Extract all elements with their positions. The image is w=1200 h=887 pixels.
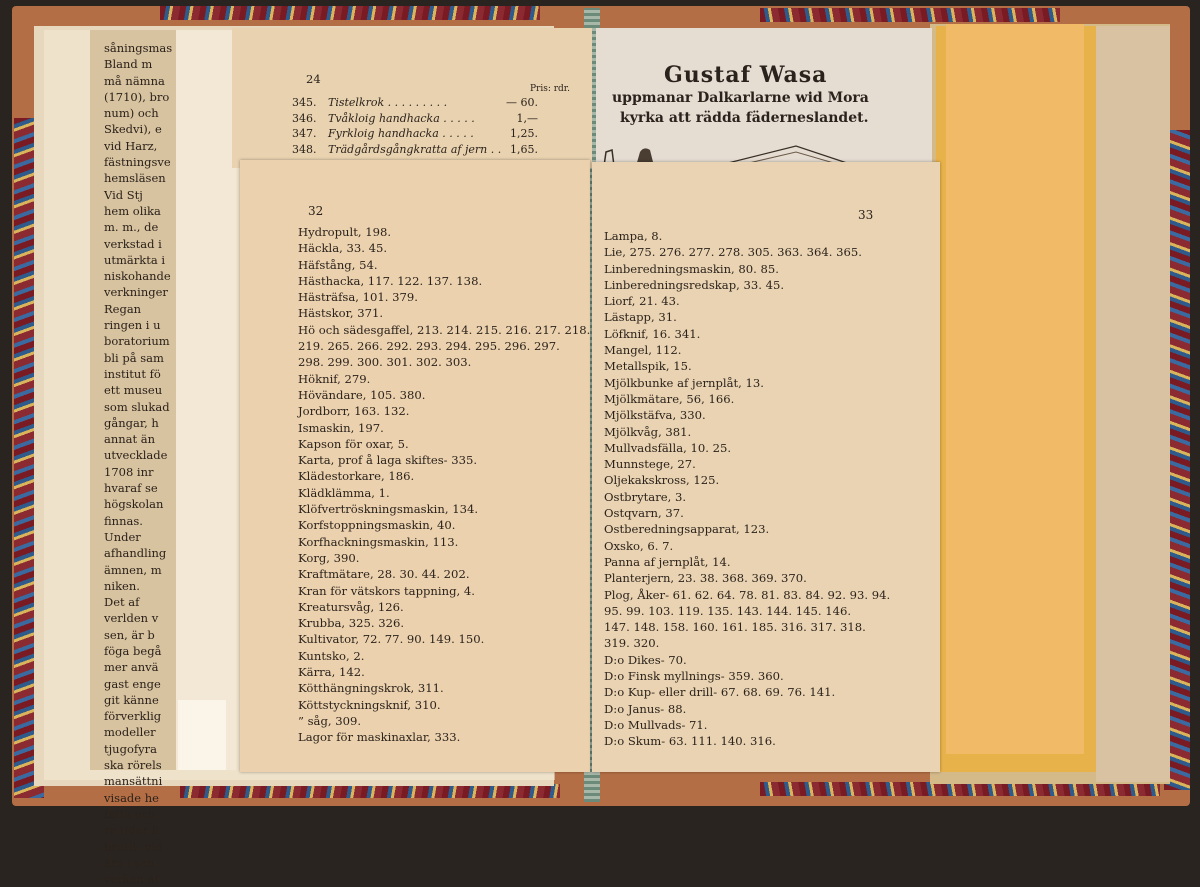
gustaf-wasa-subtitle-2: kyrka att rädda fäderneslandet. <box>620 110 869 126</box>
index-entry: 147. 148. 158. 160. 161. 185. 316. 317. 318. <box>604 620 866 635</box>
index-entry: Höknif, 279. <box>298 371 371 386</box>
price-no: 348. <box>292 142 317 156</box>
index-entry: Karta, prof å laga skiftes- 335. <box>298 453 478 468</box>
index-entry: högskolan <box>104 497 164 512</box>
index-entry: institut fö <box>104 366 161 381</box>
index-entry: gångar, h <box>104 415 159 430</box>
index-entry: Mullvadsfälla, 10. 25. <box>604 440 732 455</box>
index-entry: Köttstyckningsknif, 310. <box>298 697 441 712</box>
index-entry: utmärkta i <box>104 252 166 267</box>
index-entry: ska rörels <box>104 758 162 773</box>
index-entry: Klöfvertröskningsmaskin, 134. <box>298 502 479 517</box>
price-name: Fyrkloig handhacka . . . . . <box>328 127 474 140</box>
price-no: 345. <box>292 96 317 109</box>
price-row <box>292 112 582 128</box>
index-entry: Kapson för oxar, 5. <box>298 436 409 451</box>
index-entry: förverklig <box>104 709 162 724</box>
index-entry: ” såg, 309. <box>298 713 362 728</box>
index-entry: brutit; vid <box>104 839 163 854</box>
index-entry: Korg, 390. <box>298 550 360 565</box>
index-entry: git känne <box>104 692 159 707</box>
marbled-edge-bottom-right <box>760 782 1160 796</box>
index-entry: 95. 99. 103. 119. 135. 143. 144. 145. 146. <box>604 603 852 618</box>
index-entry: D:o Dikes- 70. <box>604 652 687 667</box>
index-entry: niskohande <box>104 269 171 284</box>
index-entry: tjugofyra <box>104 741 157 756</box>
index-entry: Linberedningsmaskin, 80. 85. <box>604 261 779 276</box>
index-entry: fästningsve <box>104 155 171 170</box>
index-entry: Kran för vätskors tappning, 4. <box>298 583 475 598</box>
index-entry: finnas. <box>104 513 143 528</box>
price-row <box>292 127 582 143</box>
index-entry: boratorium <box>104 334 170 349</box>
index-entry: mer anvä <box>104 660 159 675</box>
page-32 <box>240 160 590 772</box>
index-entry: såningsmas <box>104 41 173 55</box>
index-entry: Hästräfsa, 101. 379. <box>298 290 418 305</box>
index-entry: Kultivator, 72. 77. 90. 149. 150. <box>298 632 485 647</box>
index-entry: Linberedningsredskap, 33. 45. <box>604 277 785 292</box>
index-entry: Kraftmätare, 28. 30. 44. 202. <box>298 567 470 582</box>
index-entry: som slukad <box>104 399 170 414</box>
index-entry: Liorf, 21. 43. <box>604 294 680 309</box>
index-entry: Skedvi), e <box>104 122 162 137</box>
index-entry: Lampa, 8. <box>604 229 663 243</box>
index-entry: verkstad i <box>104 236 162 251</box>
back-page-24 <box>232 28 592 168</box>
index-entry: mansättni <box>104 774 163 789</box>
page-number-33: 33 <box>858 208 874 222</box>
index-entry: Lästapp, 31. <box>604 310 677 325</box>
price-price: 1,25. <box>510 127 538 140</box>
index-entry: 219. 265. 266. 292. 293. 294. 295. 296. 297. <box>298 339 560 354</box>
index-entry: Oljekakskross, 125. <box>604 473 720 488</box>
index-entry: Mjölkvåg, 381. <box>604 424 692 439</box>
price-list <box>292 96 582 158</box>
index-entry: Det af <box>104 595 140 610</box>
gustaf-wasa-title: Gustaf Wasa <box>664 62 828 88</box>
index-entry: Under <box>104 529 141 544</box>
index-entry: utvecklade <box>104 448 168 463</box>
index-entry: Korfstoppningsmaskin, 40. <box>298 518 456 533</box>
gustaf-wasa-subtitle-1: uppmanar Dalkarlarne wid Mora <box>612 90 869 106</box>
index-entry: Kuntsko, 2. <box>298 648 365 663</box>
index-entry: m. m., de <box>104 220 159 235</box>
index-entry: ämnen, m <box>104 562 162 577</box>
index-entries-32 <box>298 224 590 746</box>
index-entry: num) och <box>104 106 159 121</box>
index-entry: äro i sen <box>104 855 155 870</box>
index-entry: Löfknif, 16. 341. <box>604 326 701 341</box>
index-entry: Kärra, 142. <box>298 665 365 680</box>
index-entry: 319. 320. <box>604 636 660 651</box>
index-entry: D:o Janus- 88. <box>604 701 687 716</box>
index-entry: D:o Skum- 63. 111. 140. 316. <box>604 734 776 749</box>
price-row <box>292 143 582 159</box>
index-entry: Mjölkstäfva, 330. <box>604 408 706 423</box>
index-entry: Vid Stj <box>104 187 143 202</box>
index-entry: verlden v <box>104 611 159 626</box>
index-entry: ringen i u <box>104 318 161 333</box>
index-entry: Krubba, 325. 326. <box>298 616 405 631</box>
index-entry: Hästhacka, 117. 122. 137. 138. <box>298 273 483 288</box>
index-entry: hvaraf se <box>104 481 158 496</box>
index-entry: (1710), bro <box>104 89 170 104</box>
index-entries-33 <box>604 228 890 750</box>
index-entry: Lie, 275. 276. 277. 278. 305. 363. 364. 365. <box>604 245 862 260</box>
index-entry: Korfhackningsmaskin, 113. <box>298 534 459 549</box>
index-entry: hem olika <box>104 203 161 218</box>
index-entry: re tider h <box>104 823 159 838</box>
index-entry: Häfstång, 54. <box>298 257 378 272</box>
paper-strip-tab <box>178 700 226 770</box>
index-entry: fatta och <box>104 806 156 821</box>
marbled-edge-bottom <box>180 784 560 798</box>
marbled-edge-top <box>160 6 540 20</box>
yellow-leaf-inner <box>946 24 1084 754</box>
index-entry: visade he <box>104 790 159 805</box>
index-entry: vid Harz, <box>104 138 158 153</box>
price-no: 346. <box>292 111 317 125</box>
back-page-gustaf-wasa <box>596 28 932 168</box>
index-entry: sen, är b <box>104 627 155 642</box>
price-name: Tvåkloig handhacka . . . . . <box>328 111 475 125</box>
price-name: Tistelkrok . . . . . . . . . <box>328 96 448 109</box>
page-number-32: 32 <box>308 204 324 218</box>
index-entry: Ostbrytare, 3. <box>604 489 687 504</box>
index-entry: Bland m <box>104 57 153 72</box>
index-entry: hemsläsen <box>104 171 166 186</box>
index-entry: Munnstege, 27. <box>604 457 696 472</box>
index-entry: 1708 inr <box>104 464 154 479</box>
index-entry: verkninger <box>104 285 168 300</box>
index-entry: Ismaskin, 197. <box>298 420 384 435</box>
index-entry: Häckla, 33. 45. <box>298 241 388 256</box>
index-entry: Mangel, 112. <box>604 343 682 358</box>
index-entry: Jordborr, 163. 132. <box>298 404 410 419</box>
index-entry: Hästskor, 371. <box>298 306 384 321</box>
index-entry: Klädestorkare, 186. <box>298 469 415 484</box>
index-entry: Metallspik, 15. <box>604 359 692 374</box>
index-entry: annat än <box>104 432 156 447</box>
index-entry: gast enge <box>104 676 161 691</box>
index-entry: bli på sam <box>104 350 164 365</box>
index-entry: Lagor för maskinaxlar, 333. <box>298 730 461 745</box>
price-no: 347. <box>292 127 317 140</box>
index-entry: 298. 299. 300. 301. 302. 303. <box>298 355 472 370</box>
index-entry: afhandling <box>104 546 167 561</box>
index-entry: Klädklämma, 1. <box>298 485 390 500</box>
marbled-edge-top-right <box>760 8 1060 22</box>
page-number-24: 24 <box>306 72 321 86</box>
index-entry: verkan af <box>104 872 159 887</box>
price-name: Trädgårdsgångkratta af jern . . <box>328 142 502 156</box>
index-entry: må nämna <box>104 73 165 88</box>
price-price: — 60. <box>506 96 538 109</box>
index-entry: Mjölkbunke af jernplåt, 13. <box>604 375 764 390</box>
index-entry: Mjölkmätare, 56, 166. <box>604 391 735 406</box>
index-entry: Plog, Åker- 61. 62. 64. 78. 81. 83. 84. 92. 93. 94. <box>604 587 891 602</box>
index-entry: Hydropult, 198. <box>298 225 392 239</box>
price-header: Pris: rdr. <box>530 84 570 94</box>
index-entry: Planterjern, 23. 38. 368. 369. 370. <box>604 571 807 586</box>
index-entry: modeller <box>104 725 156 740</box>
index-entry: D:o Kup- eller drill- 67. 68. 69. 76. 141. <box>604 685 836 700</box>
kraft-paper-leaf <box>1096 26 1170 782</box>
price-price: 1,65. <box>510 142 538 156</box>
index-entry: Kreatursvåg, 126. <box>298 599 404 614</box>
index-entry: Regan <box>104 301 142 316</box>
index-entry: föga begå <box>104 643 162 658</box>
clipping-text <box>104 40 174 887</box>
index-entry: D:o Mullvads- 71. <box>604 717 708 732</box>
index-entry: Kötthängningskrok, 311. <box>298 681 444 696</box>
price-price: 1,— <box>516 111 538 125</box>
index-entry: ett museu <box>104 383 163 398</box>
index-entry: Ostqvarn, 37. <box>604 506 684 521</box>
index-entry: D:o Finsk myllnings- 359. 360. <box>604 669 784 684</box>
index-entry: Hövändare, 105. 380. <box>298 387 426 402</box>
index-entry: Ostberedningsapparat, 123. <box>604 522 770 537</box>
index-entry: Hö och sädesgaffel, 213. 214. 215. 216. 217. 218. <box>298 322 591 337</box>
index-entry: Panna af jernplåt, 14. <box>604 554 731 569</box>
price-row <box>292 96 582 112</box>
page-33 <box>592 162 940 772</box>
index-entry: Oxsko, 6. 7. <box>604 538 674 553</box>
paper-strip <box>176 30 236 770</box>
index-entry: niken. <box>104 578 140 593</box>
